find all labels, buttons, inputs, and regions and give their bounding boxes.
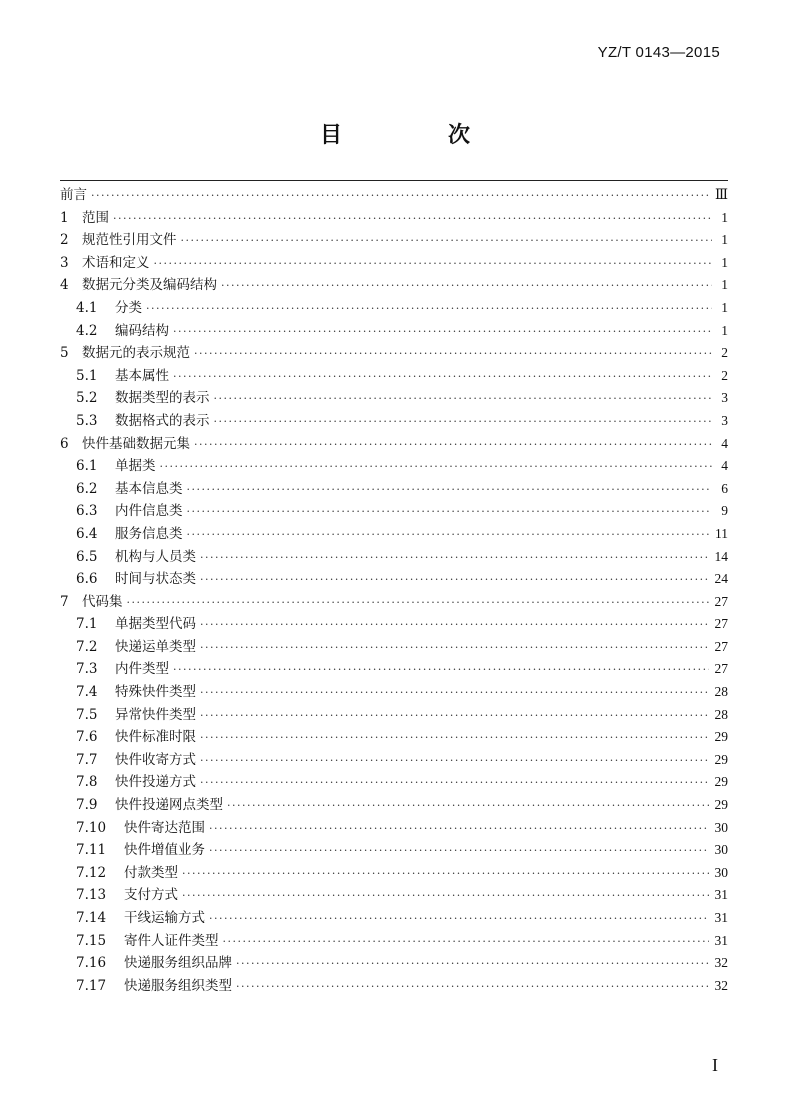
dot-leader [181,230,713,253]
toc-entry-label: 支付方式 [124,887,178,904]
toc-entry-label: 分类 [115,299,142,316]
toc-entry-number: 7.14 [76,910,107,926]
toc-entry-number: 3 [60,254,69,271]
toc-entry-label: 数据格式的表示 [115,412,210,429]
toc-entry-number: 5 [60,345,69,362]
dot-leader [200,682,709,705]
page-title: 目 次 [319,123,512,148]
toc-entry-number: 7.3 [76,661,98,678]
toc-entry[interactable] [60,546,728,569]
toc-entry-label: 时间与状态类 [115,571,196,588]
toc-entry-label: 数据类型的表示 [115,390,210,407]
dot-leader [200,727,709,750]
dot-leader [127,592,709,615]
toc-entry-label: 前言 [60,187,87,203]
toc-entry-page: 2 [721,345,728,361]
toc-entry-number: 7.17 [76,977,107,994]
toc-entry[interactable] [60,591,728,614]
toc-entry-label: 快件投递网点类型 [115,797,223,814]
toc-entry[interactable] [60,342,728,365]
toc-entry[interactable] [60,523,728,546]
toc-entry[interactable] [60,817,728,840]
toc-entry[interactable] [60,749,728,772]
toc-entry-page: 31 [714,910,728,925]
dot-leader [182,885,709,908]
toc-entry-page: 3 [721,412,728,428]
toc-entry-number: 6.1 [76,458,98,475]
toc-entry-label: 异常快件类型 [115,706,196,723]
toc-entry-number: 7.2 [76,638,98,655]
dot-leader [182,863,709,886]
dot-leader [113,208,712,231]
toc-entry-label: 基本属性 [115,367,169,384]
toc-entry-label: 基本信息类 [115,480,183,497]
dot-leader [214,388,713,411]
toc-entry-page: 27 [714,661,728,677]
dot-leader [221,275,712,298]
dot-leader [200,705,709,728]
toc-entry-label: 快件增值业务 [124,842,205,859]
dot-leader [209,818,709,841]
toc-entry-page: 30 [714,864,728,880]
toc-entry[interactable] [60,930,728,953]
toc-entry-label: 单据类型代码 [115,616,196,633]
toc-entry-page: 29 [714,751,728,767]
toc-entry-label: 术语和定义 [82,254,150,271]
toc-entry-number: 6.3 [76,503,98,520]
toc-entry[interactable] [60,975,728,998]
toc-entry-number: 7.11 [76,842,107,859]
toc-entry-number: 7.8 [76,774,98,791]
toc-entry-page: 24 [714,571,728,587]
toc-entry-number: 4.2 [76,322,98,339]
toc-entry[interactable] [60,365,728,388]
toc-entry[interactable] [60,681,728,704]
toc-entry[interactable] [60,907,728,930]
toc-entry-page: 4 [721,458,728,474]
dot-leader [209,840,709,863]
toc-entry-label: 内件信息类 [115,503,183,520]
toc-entry-label: 内件类型 [115,661,169,678]
toc-entry-number: 1 [60,209,69,226]
toc-entry-page: 1 [721,322,728,338]
toc-entry[interactable] [60,387,728,410]
toc-entry-page: 6 [721,480,728,496]
toc-entry-page: 29 [714,797,728,813]
dot-leader [200,637,709,660]
toc-entry-label: 机构与人员类 [115,548,196,565]
toc-entry-label: 快递服务组织品牌 [124,955,232,972]
dot-leader [227,795,709,818]
dot-leader [200,614,709,637]
toc-entry-page: 27 [714,638,728,654]
toc-entry-page: 3 [721,390,728,406]
toc-entry-label: 快递运单类型 [115,638,196,655]
toc-entry[interactable] [60,726,728,749]
document-code: YZ/T 0143—2015 [597,44,720,61]
toc-entry-label: 规范性引用文件 [82,232,177,249]
toc-entry-page: 30 [714,819,728,835]
toc-entry[interactable] [60,229,728,252]
toc-entry-page: 32 [714,955,728,971]
toc-entry[interactable] [60,636,728,659]
toc-entry[interactable] [60,274,728,297]
toc-entry-label: 快件标准时限 [115,729,196,746]
toc-entry-label: 单据类 [115,458,156,475]
toc-entry-label: 寄件人证件类型 [124,932,219,949]
toc-entry-page: 27 [714,616,728,632]
toc-entry-page: 31 [714,932,728,948]
toc-entry-label: 范围 [82,209,109,226]
dot-leader [154,253,713,276]
toc-entry[interactable] [60,252,728,275]
toc-entry[interactable] [60,952,728,975]
toc-entry-page: 28 [714,706,728,722]
toc-entry-page: 32 [714,977,728,993]
toc-entry-page: 1 [721,232,728,248]
toc-entry-page: 2 [721,367,728,383]
dot-leader [173,659,709,682]
dot-leader [214,411,713,434]
toc-entry-number: 4 [60,277,69,294]
toc-entry[interactable] [60,297,728,320]
toc-entry[interactable] [60,884,728,907]
page-number: I [712,1055,718,1075]
toc-entry-page: 31 [714,887,728,903]
dot-leader [187,524,710,547]
toc-entry-number: 6.5 [76,548,98,565]
toc-entry-number: 7.12 [76,864,107,881]
divider [60,180,728,181]
toc-entry-page: 4 [721,435,728,451]
dot-leader [223,931,709,954]
toc-entry[interactable] [60,207,728,230]
toc-entry-number: 7.7 [76,751,98,768]
toc-entry-label: 快件寄达范围 [124,819,205,836]
toc-entry-number: 7.4 [76,684,98,701]
toc-entry-number: 5.2 [76,390,98,407]
toc-entry-number: 7.13 [76,887,107,904]
toc-entry[interactable] [60,839,728,862]
toc-entry[interactable] [60,771,728,794]
toc-entry-number: 6 [60,435,69,452]
toc-entry-label: 编码结构 [115,322,169,339]
toc-entry[interactable] [60,455,728,478]
toc-entry-number: 6.6 [76,571,98,588]
toc-entry-page: 1 [721,299,728,315]
toc-entry-label: 干线运输方式 [124,910,205,926]
dot-leader [200,772,709,795]
toc-entry-page: 14 [714,548,728,564]
toc-entry[interactable] [60,862,728,885]
toc-entry-label: 快件收寄方式 [115,751,196,768]
toc-entry[interactable] [60,613,728,636]
toc-entry[interactable] [60,568,728,591]
toc-entry[interactable] [60,658,728,681]
dot-leader [209,908,709,931]
toc-entry[interactable] [60,433,728,456]
dot-leader [236,976,709,999]
toc-entry-number: 7.5 [76,706,98,723]
toc-entry-label: 服务信息类 [115,525,183,542]
toc-entry[interactable] [60,478,728,501]
dot-leader [200,750,709,773]
toc-entry-label: 特殊快件类型 [115,684,196,701]
toc-entry[interactable] [60,500,728,523]
toc-entry-page: 29 [714,774,728,790]
toc-entry-number: 7.16 [76,955,107,972]
toc-entry-page: 1 [721,254,728,270]
toc-entry-number: 7.9 [76,797,98,814]
toc-entry-page: 9 [721,503,728,519]
toc-entry-page: 29 [714,729,728,745]
toc-entry-number: 2 [60,232,69,249]
toc-entry-page: 1 [721,209,728,225]
toc-entry-page: 1 [721,277,728,293]
dot-leader [187,479,713,502]
toc-entry-page: 28 [714,684,728,700]
toc-entry-number: 7.1 [76,616,98,633]
dot-leader [160,456,713,479]
toc-entry-number: 7.15 [76,932,107,949]
toc-entry-page: 27 [714,593,728,609]
toc-entry-label: 数据元的表示规范 [82,345,190,362]
dot-leader [200,569,709,592]
toc-entry-number: 5.3 [76,412,98,429]
toc-entry-number: 5.1 [76,367,98,384]
toc-entry-number: 6.2 [76,480,98,497]
toc-entry-page: 30 [714,842,728,858]
dot-leader [173,321,712,344]
toc-entry-number: 6.4 [76,525,98,542]
dot-leader [236,953,709,976]
toc-entry-label: 快递服务组织类型 [124,977,232,994]
toc-entry-label: 快件基础数据元集 [82,435,190,452]
toc-entry[interactable] [60,704,728,727]
toc-entry[interactable] [60,320,728,343]
toc-entry[interactable] [60,410,728,433]
toc-list [60,184,728,997]
dot-leader [194,343,712,366]
toc-entry-number: 7.10 [76,819,107,836]
toc-entry[interactable] [60,794,728,817]
dot-leader [173,366,712,389]
toc-entry-label: 付款类型 [124,864,178,881]
toc-entry-label: 数据元分类及编码结构 [82,277,217,294]
toc-entry-number: 4.1 [76,299,98,316]
toc-entry[interactable] [60,184,728,207]
toc-entry-label: 代码集 [82,593,123,610]
toc-entry-page: 11 [715,525,728,541]
dot-leader [146,298,712,321]
dot-leader [194,434,712,457]
toc-entry-page: Ⅲ [714,187,728,202]
toc-entry-label: 快件投递方式 [115,774,196,791]
toc-entry-number: 7.6 [76,729,98,746]
toc-entry-number: 7 [60,593,69,610]
dot-leader [200,547,709,570]
dot-leader [187,501,713,524]
dot-leader [91,185,709,208]
